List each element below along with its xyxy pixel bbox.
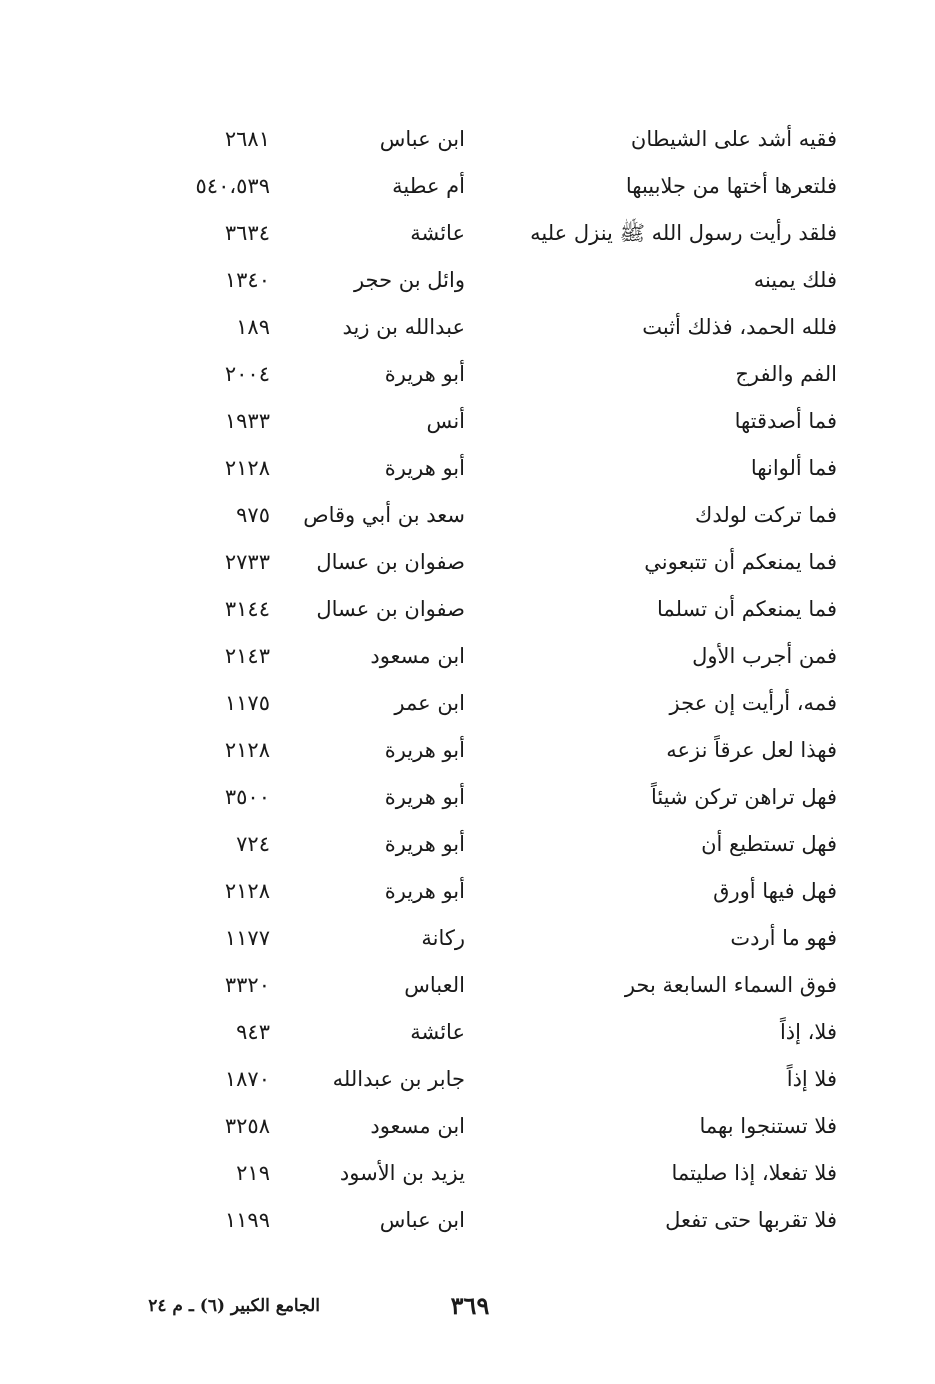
- hadith-number: ٢١٢٨: [224, 879, 270, 903]
- narrator: ابن مسعود: [370, 1114, 465, 1138]
- hadith-text: فما يمنعكم أن تتبعوني: [644, 550, 837, 574]
- hadith-number: ٣٥٠٠: [224, 785, 270, 809]
- table-row: [0, 1197, 935, 1244]
- table-row: [0, 680, 935, 727]
- narrator: صفوان بن عسال: [316, 597, 465, 621]
- table-row: [0, 1009, 935, 1056]
- hadith-number: ١١٧٥: [224, 691, 270, 715]
- narrator: أبو هريرة: [384, 832, 465, 856]
- hadith-number: ٢١٢٨: [224, 456, 270, 480]
- hadith-text: فلله الحمد، فذلك أثبت: [642, 315, 837, 339]
- narrator: عائشة: [410, 1020, 465, 1044]
- hadith-number: ١٨٩: [236, 315, 270, 339]
- hadith-number: ١٨٧٠: [224, 1067, 270, 1091]
- hadith-text: فهو ما أردت: [730, 926, 837, 950]
- table-row: [0, 116, 935, 163]
- table-row: [0, 1103, 935, 1150]
- hadith-number: ١١٧٧: [224, 926, 270, 950]
- hadith-number: ٣٦٣٤: [224, 221, 270, 245]
- narrator: أبو هريرة: [384, 785, 465, 809]
- hadith-text: فلتعرها أختها من جلابيبها: [625, 174, 837, 198]
- hadith-number: ٢٧٣٣: [224, 550, 270, 574]
- hadith-number: ٣١٤٤: [224, 597, 270, 621]
- hadith-text: فهل تراهن تركن شيئاً: [650, 785, 837, 809]
- table-row: [0, 962, 935, 1009]
- table-row: [0, 1056, 935, 1103]
- hadith-number: ١١٩٩: [224, 1208, 270, 1232]
- hadith-text: فما أصدقتها: [734, 409, 837, 433]
- hadith-text: فهل تستطيع أن: [701, 832, 837, 856]
- narrator: أم عطية: [392, 174, 465, 198]
- table-row: [0, 492, 935, 539]
- narrator: العباس: [404, 973, 465, 997]
- table-row: [0, 821, 935, 868]
- table-row: [0, 586, 935, 633]
- narrator: أبو هريرة: [384, 362, 465, 386]
- hadith-text: فلك يمينه: [753, 268, 837, 292]
- table-row: [0, 445, 935, 492]
- narrator: أبو هريرة: [384, 738, 465, 762]
- hadith-number: ٢٦٨١: [224, 127, 270, 151]
- hadith-text: الفم والفرج: [735, 362, 837, 386]
- hadith-text: فما ألوانها: [750, 456, 837, 480]
- hadith-text: فلا، إذاً: [779, 1020, 837, 1044]
- narrator: أبو هريرة: [384, 879, 465, 903]
- hadith-text: فلا تستنجوا بهما: [699, 1114, 837, 1138]
- hadith-number: ٢١٢٨: [224, 738, 270, 762]
- table-row: [0, 1150, 935, 1197]
- hadith-text: فما يمنعكم أن تسلما: [657, 597, 837, 621]
- table-row: [0, 915, 935, 962]
- table-row: [0, 163, 935, 210]
- hadith-number: ٢٠٠٤: [224, 362, 270, 386]
- hadith-text: فلا إذاً: [786, 1067, 837, 1091]
- hadith-number: ٩٤٣: [236, 1020, 270, 1044]
- hadith-number: ٢١٤٣: [224, 644, 270, 668]
- narrator: وائل بن حجر: [353, 268, 465, 292]
- hadith-text: فمه، أرأيت إن عجز: [669, 691, 837, 715]
- hadith-number: ١٩٣٣: [224, 409, 270, 433]
- page-footer: [0, 1288, 935, 1324]
- narrator: أبو هريرة: [384, 456, 465, 480]
- narrator: أنس: [426, 409, 465, 433]
- hadith-text: فهل فيها أورق: [713, 879, 837, 903]
- hadith-text: فلقد رأيت رسول الله ﷺ ينزل عليه: [530, 221, 837, 245]
- narrator: صفوان بن عسال: [316, 550, 465, 574]
- narrator: ركانة: [421, 926, 465, 950]
- narrator: ابن مسعود: [370, 644, 465, 668]
- hadith-text: فوق السماء السابعة بحر: [624, 973, 837, 997]
- hadith-number: ٣٢٥٨: [224, 1114, 270, 1138]
- hadith-text: فهذا لعل عرقاً نزعه: [666, 738, 837, 762]
- narrator: ابن عباس: [379, 1208, 465, 1232]
- hadith-number: ٥٤٠،٥٣٩: [195, 174, 270, 198]
- hadith-text: فلا تفعلا، إذا صليتما: [671, 1161, 837, 1185]
- table-row: [0, 539, 935, 586]
- hadith-number: ٣٣٢٠: [224, 973, 270, 997]
- table-row: [0, 210, 935, 257]
- table-row: [0, 398, 935, 445]
- table-row: [0, 868, 935, 915]
- narrator: يزيد بن الأسود: [339, 1161, 465, 1185]
- book-signature: الجامع الكبير (٦) ـ م ٢٤: [148, 1296, 320, 1316]
- hadith-text: فما تركت لولدك: [695, 503, 837, 527]
- narrator: جابر بن عبدالله: [332, 1067, 465, 1091]
- table-row: [0, 304, 935, 351]
- table-row: [0, 727, 935, 774]
- hadith-text: فمن أجرب الأول: [692, 644, 837, 668]
- hadith-number: ٩٧٥: [236, 503, 270, 527]
- narrator: عبدالله بن زيد: [342, 315, 465, 339]
- table-row: [0, 257, 935, 304]
- hadith-text: فلا تقربها حتى تفعل: [665, 1208, 837, 1232]
- narrator: ابن عباس: [379, 127, 465, 151]
- hadith-index-table: [0, 116, 935, 1244]
- table-row: [0, 774, 935, 821]
- hadith-number: ٧٢٤: [236, 832, 270, 856]
- narrator: سعد بن أبي وقاص: [303, 503, 465, 527]
- table-row: [0, 351, 935, 398]
- narrator: ابن عمر: [394, 691, 465, 715]
- page-number: ٣٦٩: [450, 1291, 490, 1320]
- hadith-number: ١٣٤٠: [224, 268, 270, 292]
- table-row: [0, 633, 935, 680]
- hadith-number: ٢١٩: [236, 1161, 270, 1185]
- narrator: عائشة: [410, 221, 465, 245]
- hadith-text: فقيه أشد على الشيطان: [630, 127, 837, 151]
